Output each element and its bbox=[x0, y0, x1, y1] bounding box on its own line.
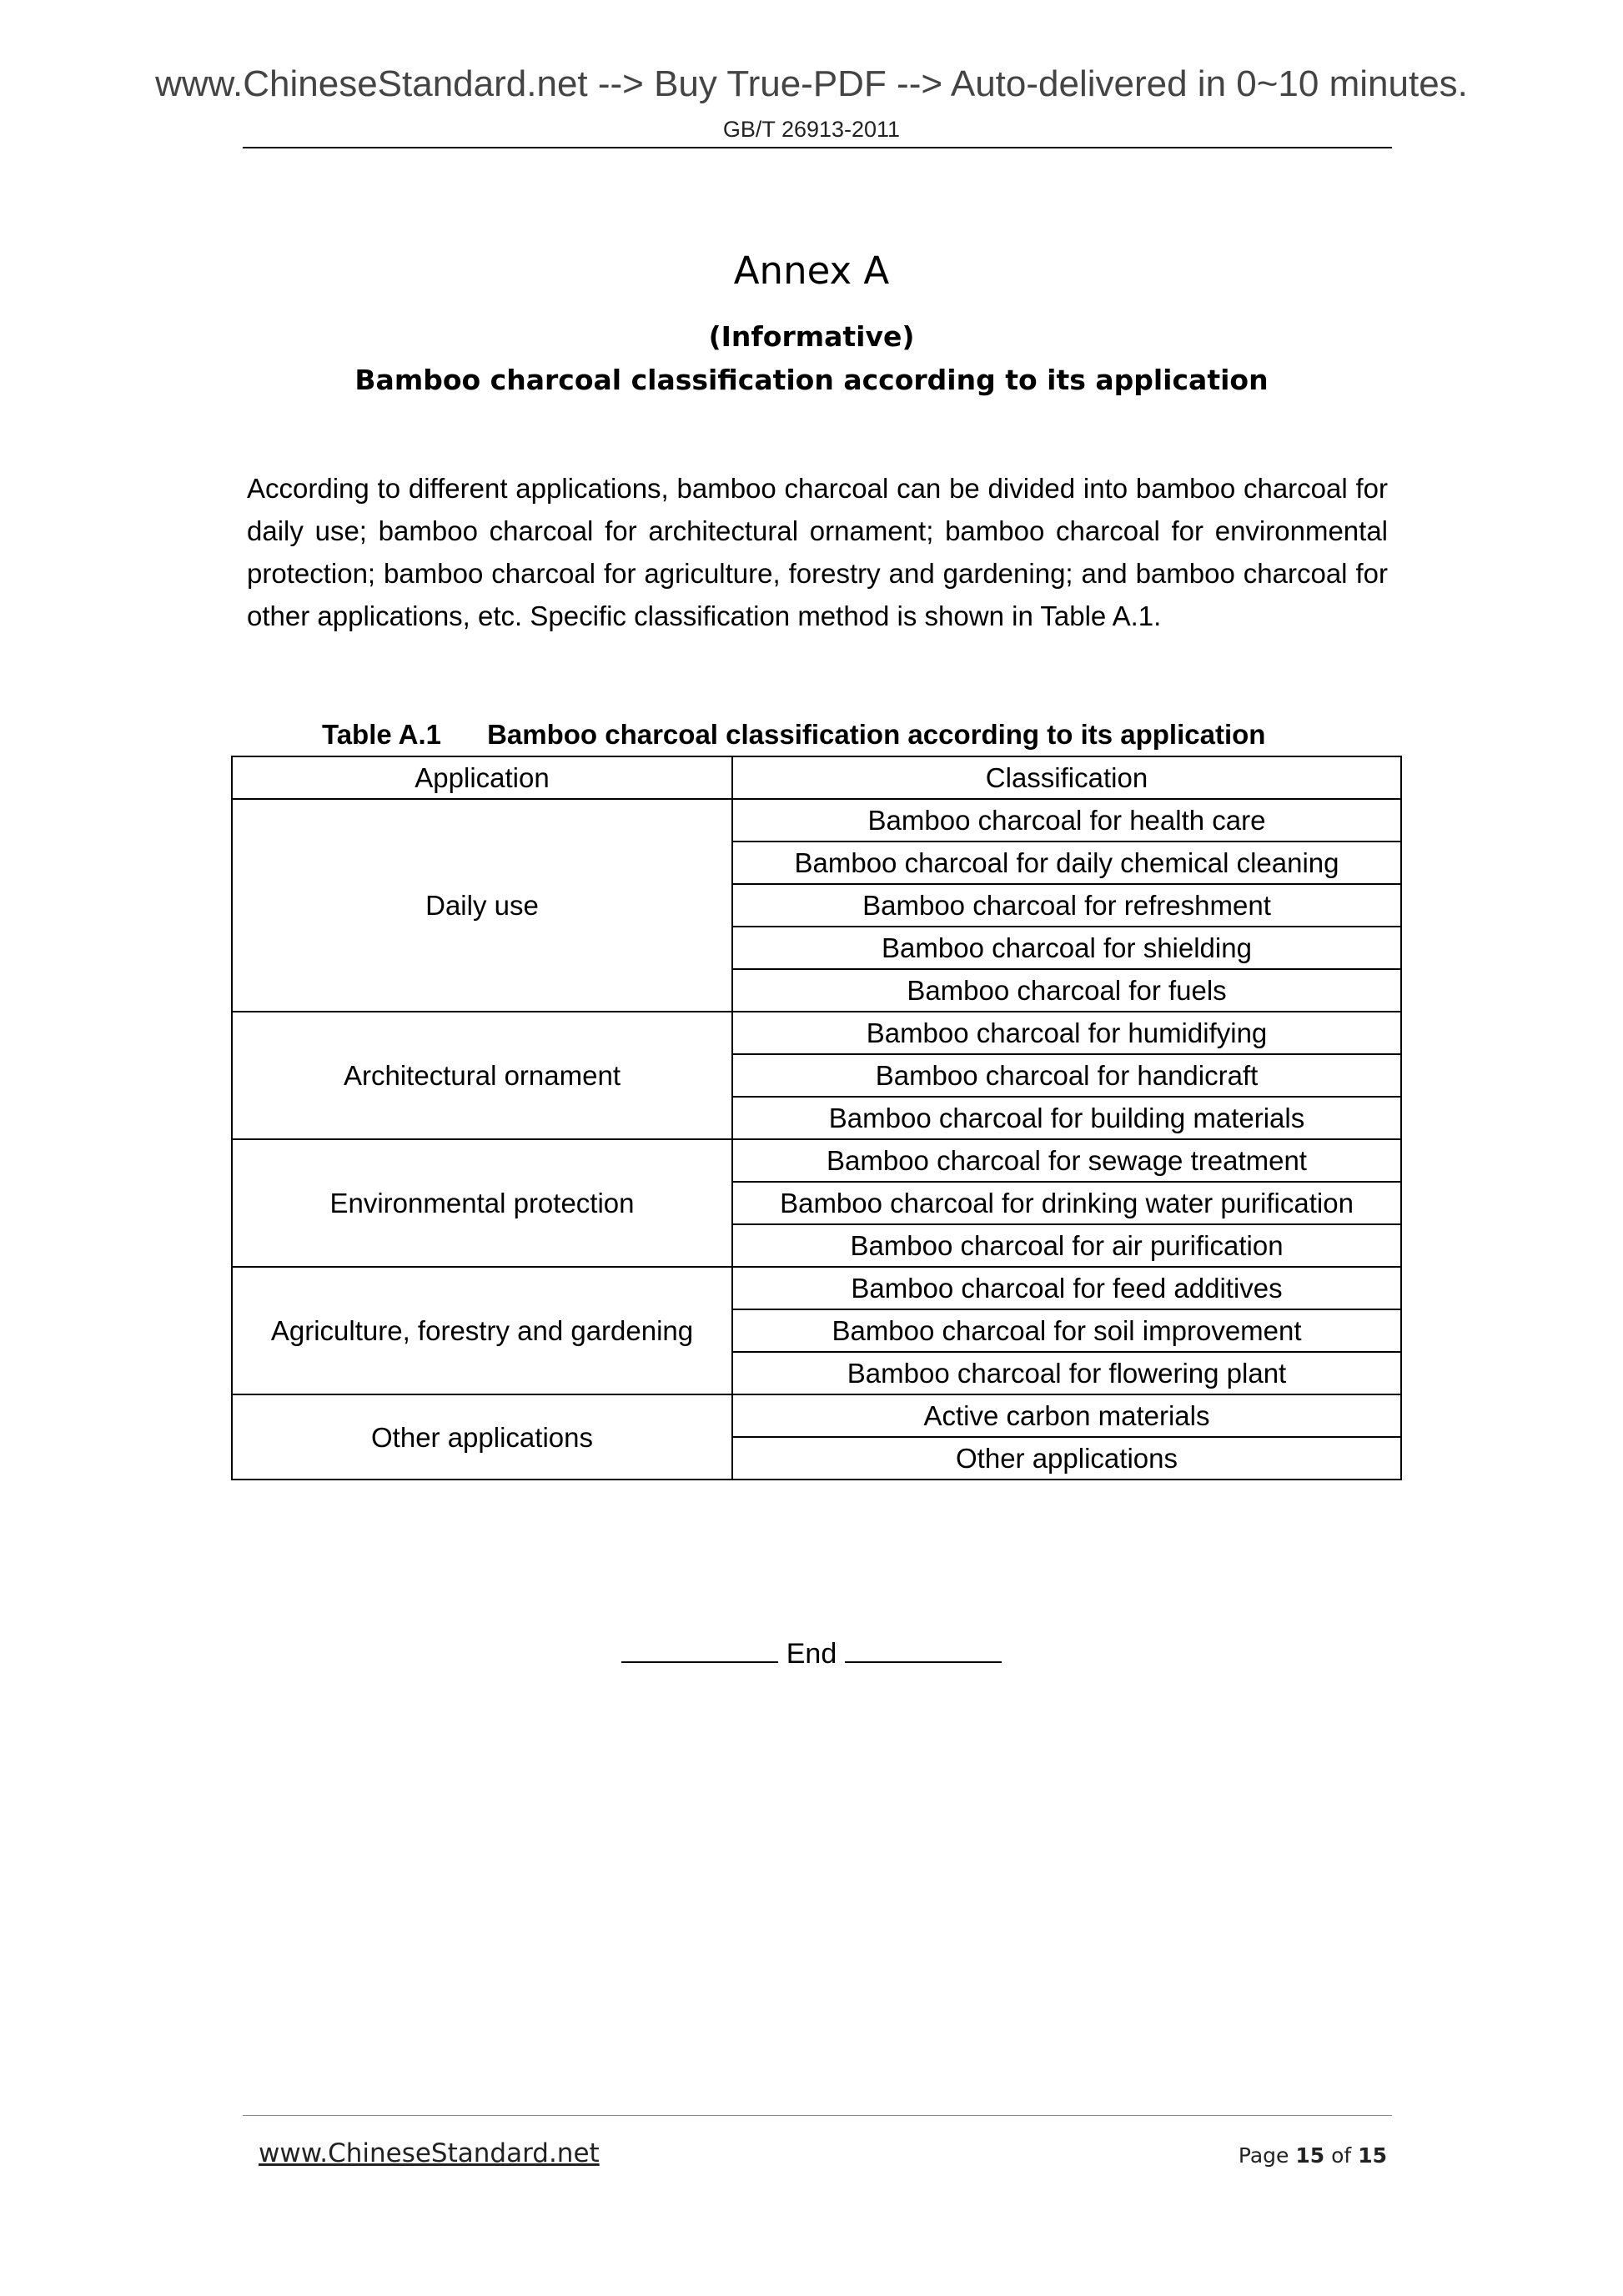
classification-cell: Bamboo charcoal for flowering plant bbox=[732, 1352, 1401, 1394]
table-row bbox=[232, 1267, 1401, 1309]
table-caption-label: Table A.1 bbox=[322, 719, 442, 750]
classification-cell: Bamboo charcoal for health care bbox=[732, 799, 1401, 842]
page-of: of bbox=[1331, 2143, 1352, 2168]
classification-cell: Bamboo charcoal for daily chemical cleaning bbox=[732, 842, 1401, 884]
classification-cell: Bamboo charcoal for handicraft bbox=[732, 1054, 1401, 1097]
classification-cell: Bamboo charcoal for refreshment bbox=[732, 884, 1401, 927]
classification-cell: Bamboo charcoal for shielding bbox=[732, 927, 1401, 969]
classification-cell: Bamboo charcoal for fuels bbox=[732, 969, 1401, 1012]
application-cell: Environmental protection bbox=[232, 1139, 732, 1267]
table-caption-text: Bamboo charcoal classification according to its application bbox=[487, 719, 1266, 750]
application-cell: Other applications bbox=[232, 1394, 732, 1480]
annex-title: Annex A bbox=[733, 249, 890, 293]
footer-site-link[interactable]: www.ChineseStandard.net bbox=[259, 2138, 600, 2168]
classification-cell: Bamboo charcoal for humidifying bbox=[732, 1012, 1401, 1054]
table-row bbox=[232, 1394, 1401, 1437]
classification-cell: Other applications bbox=[732, 1437, 1401, 1480]
header-classification: Classification bbox=[732, 756, 1401, 799]
page-current: 15 bbox=[1295, 2143, 1325, 2168]
end-rule-left bbox=[621, 1636, 778, 1663]
annex-subtitle: Bamboo charcoal classification according to its application bbox=[354, 364, 1269, 396]
standard-code: GB/T 26913-2011 bbox=[722, 117, 901, 142]
page-total: 15 bbox=[1358, 2143, 1387, 2168]
application-cell: Daily use bbox=[232, 799, 732, 1012]
classification-cell: Active carbon materials bbox=[732, 1394, 1401, 1437]
classification-cell: Bamboo charcoal for drinking water purification bbox=[732, 1182, 1401, 1224]
page-number bbox=[1239, 2143, 1387, 2168]
classification-cell: Bamboo charcoal for air purification bbox=[732, 1224, 1401, 1267]
header-application: Application bbox=[232, 756, 732, 799]
classification-cell: Bamboo charcoal for soil improvement bbox=[732, 1309, 1401, 1352]
classification-cell: Bamboo charcoal for sewage treatment bbox=[732, 1139, 1401, 1182]
end-text: End bbox=[786, 1638, 837, 1670]
header-divider bbox=[243, 147, 1392, 148]
table-caption bbox=[322, 719, 1265, 751]
end-rule-right bbox=[845, 1636, 1002, 1663]
table-body bbox=[232, 799, 1401, 1480]
table-header-row bbox=[232, 756, 1401, 799]
application-cell: Architectural ornament bbox=[232, 1012, 732, 1139]
classification-cell: Bamboo charcoal for building materials bbox=[732, 1097, 1401, 1139]
classification-cell: Bamboo charcoal for feed additives bbox=[732, 1267, 1401, 1309]
page-label: Page bbox=[1238, 2143, 1289, 2168]
classification-table bbox=[231, 756, 1402, 1480]
footer-divider bbox=[243, 2115, 1392, 2116]
table-row bbox=[232, 1012, 1401, 1054]
header-banner: www.ChineseStandard.net --> Buy True-PDF --> Auto-delivered in 0~10 minutes. bbox=[155, 63, 1468, 104]
application-cell: Agriculture, forestry and gardening bbox=[232, 1267, 732, 1394]
body-paragraph: According to different applications, bamboo charcoal can be divided into bamboo charcoal for daily use; bamboo charcoal for architectural ornament; bamboo charcoal for environmental protection; bamboo charcoal for agriculture, forestry and gardening; and bamboo charcoal for other applications, etc. Specific classification method is shown in Table A.1. bbox=[247, 473, 1388, 631]
table-row bbox=[232, 799, 1401, 842]
table-row bbox=[232, 1139, 1401, 1182]
end-marker bbox=[0, 1636, 1623, 1671]
annex-type: (Informative) bbox=[708, 320, 915, 353]
